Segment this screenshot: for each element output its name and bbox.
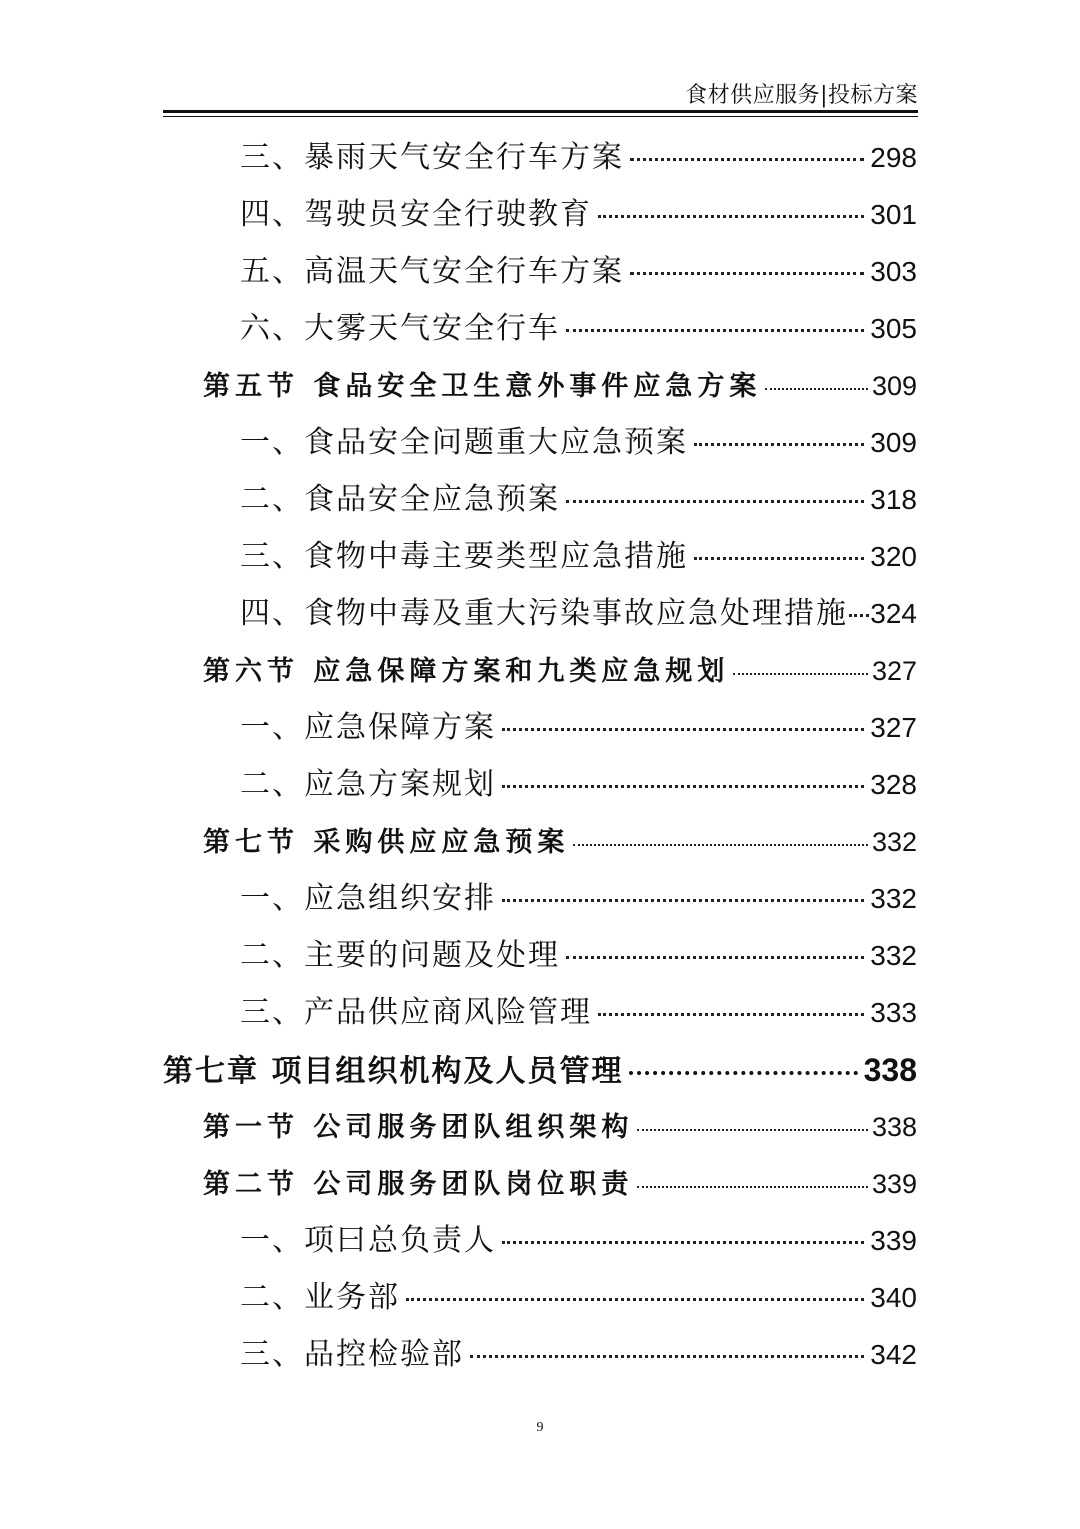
toc-chapter-entry[interactable] bbox=[163, 1042, 917, 1098]
toc-entry-title: 四、食物中毒及重大污染事故应急处理措施 bbox=[240, 596, 848, 631]
toc-entry-page: 324 bbox=[870, 598, 917, 629]
toc-entry-page: 339 bbox=[870, 1225, 917, 1256]
toc-entry-page: 301 bbox=[870, 199, 917, 230]
header-rule-thick bbox=[163, 110, 918, 113]
toc-entry[interactable] bbox=[240, 472, 917, 528]
toc-leader-dots bbox=[502, 728, 864, 731]
toc-entry-page: 332 bbox=[871, 827, 917, 857]
toc-entry-page: 309 bbox=[871, 371, 917, 401]
toc-entry[interactable] bbox=[240, 1270, 917, 1326]
toc-entry-page: 332 bbox=[870, 940, 917, 971]
toc-entry[interactable] bbox=[240, 586, 917, 642]
toc-leader-dots bbox=[694, 443, 864, 446]
toc-section-entry[interactable] bbox=[203, 643, 917, 699]
toc-leader-dots bbox=[502, 1241, 864, 1244]
toc-entry[interactable] bbox=[240, 415, 917, 471]
toc-entry[interactable] bbox=[240, 985, 917, 1041]
toc-entry-title: 第七章 项目组织机构及人员管理 bbox=[163, 1054, 624, 1089]
toc-leader-dots bbox=[470, 1355, 864, 1358]
toc-entry[interactable] bbox=[240, 1327, 917, 1383]
toc-entry-title: 第六节 应急保障方案和九类应急规划 bbox=[203, 656, 730, 687]
toc-entry-title: 六、大雾天气安全行车 bbox=[240, 311, 560, 346]
toc-entry-page: 332 bbox=[870, 883, 917, 914]
toc-entry-title: 第七节 采购供应应急预案 bbox=[203, 827, 570, 858]
toc-entry[interactable] bbox=[240, 928, 917, 984]
toc-leader-dots bbox=[566, 329, 864, 332]
toc-entry[interactable] bbox=[240, 1213, 917, 1269]
toc-leader-dots bbox=[566, 500, 864, 503]
toc-entry[interactable] bbox=[240, 757, 917, 813]
toc-entry-title: 二、食品安全应急预案 bbox=[240, 482, 560, 517]
toc-leader-dots bbox=[598, 1013, 864, 1016]
toc-leader-dots bbox=[406, 1298, 864, 1301]
toc-leader-dots bbox=[630, 158, 864, 161]
toc-entry-page: 327 bbox=[870, 712, 917, 743]
toc-entry-title: 二、应急方案规划 bbox=[240, 767, 496, 802]
toc-leader-dots bbox=[765, 388, 868, 390]
toc-entry-title: 一、应急组织安排 bbox=[240, 881, 496, 916]
toc-leader-dots bbox=[502, 899, 864, 902]
toc-section-entry[interactable] bbox=[203, 1156, 917, 1212]
toc-entry-title: 二、主要的问题及处理 bbox=[240, 938, 560, 973]
toc-leader-dots bbox=[573, 844, 868, 846]
toc-leader-dots bbox=[637, 1129, 868, 1131]
toc-leader-dots bbox=[733, 673, 868, 675]
toc-entry-page: 318 bbox=[870, 484, 917, 515]
toc-entry-page: 305 bbox=[870, 313, 917, 344]
toc-leader-dots bbox=[849, 614, 869, 617]
toc-entry-page: 328 bbox=[870, 769, 917, 800]
toc-leader-dots bbox=[598, 215, 864, 218]
toc-entry-title: 二、业务部 bbox=[240, 1280, 400, 1315]
toc-entry-page: 298 bbox=[870, 142, 917, 173]
page-number: 9 bbox=[536, 1420, 544, 1435]
toc-entry-page: 340 bbox=[870, 1282, 917, 1313]
header-title: 食材供应服务|投标方案 bbox=[685, 83, 918, 108]
toc-section-entry[interactable] bbox=[203, 1099, 917, 1155]
toc-entry-page: 338 bbox=[863, 1052, 917, 1088]
toc-entry-page: 303 bbox=[870, 256, 917, 287]
toc-entry-title: 一、应急保障方案 bbox=[240, 710, 496, 745]
toc-entry-title: 一、项曰总负责人 bbox=[240, 1223, 496, 1258]
toc-section-entry[interactable] bbox=[203, 814, 917, 870]
toc-entry-page: 309 bbox=[870, 427, 917, 458]
toc-entry-title: 三、暴雨天气安全行车方案 bbox=[240, 140, 624, 175]
toc-leader-dots bbox=[629, 1071, 857, 1075]
toc-entry-title: 五、高温天气安全行车方案 bbox=[240, 254, 624, 289]
toc-leader-dots bbox=[502, 785, 864, 788]
toc-leader-dots bbox=[630, 272, 864, 275]
toc-entry-page: 339 bbox=[871, 1169, 917, 1199]
toc-entry-title: 三、产品供应商风险管理 bbox=[240, 995, 592, 1030]
toc-entry[interactable] bbox=[240, 529, 917, 585]
toc-entry-title: 三、食物中毒主要类型应急措施 bbox=[240, 539, 688, 574]
page-header bbox=[163, 72, 918, 110]
toc-entry-page: 320 bbox=[870, 541, 917, 572]
toc-entry[interactable] bbox=[240, 130, 917, 186]
toc-entry-page: 338 bbox=[871, 1112, 917, 1142]
toc-entry[interactable] bbox=[240, 301, 917, 357]
toc-entry[interactable] bbox=[240, 244, 917, 300]
toc-entry-title: 三、品控检验部 bbox=[240, 1337, 464, 1372]
toc-entry-page: 327 bbox=[871, 656, 917, 686]
header-rule-thin bbox=[163, 116, 918, 117]
toc-entry[interactable] bbox=[240, 187, 917, 243]
toc-entry-title: 一、食品安全问题重大应急预案 bbox=[240, 425, 688, 460]
toc-leader-dots bbox=[566, 956, 864, 959]
toc-leader-dots bbox=[694, 557, 864, 560]
toc-entry-page: 342 bbox=[870, 1339, 917, 1370]
toc-entry[interactable] bbox=[240, 871, 917, 927]
toc-section-entry[interactable] bbox=[203, 358, 917, 414]
toc-entry-title: 第二节 公司服务团队岗位职责 bbox=[203, 1169, 634, 1200]
toc-entry-page: 333 bbox=[870, 997, 917, 1028]
toc-entry[interactable] bbox=[240, 700, 917, 756]
toc-entry-title: 四、驾驶员安全行驶教育 bbox=[240, 197, 592, 232]
toc-leader-dots bbox=[637, 1186, 868, 1188]
toc-entry-title: 第一节 公司服务团队组织架构 bbox=[203, 1112, 634, 1143]
toc-entry-title: 第五节 食品安全卫生意外事件应急方案 bbox=[203, 371, 762, 402]
